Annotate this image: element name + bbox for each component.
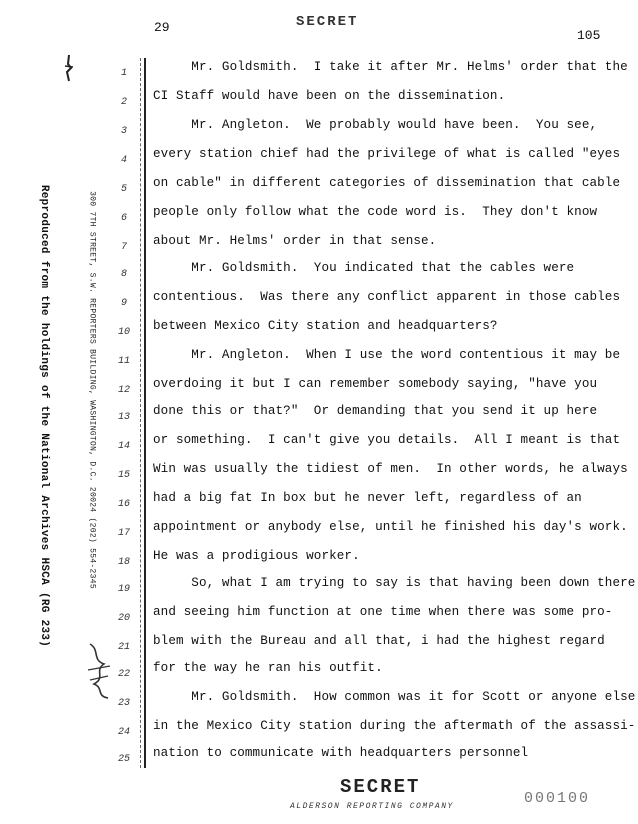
transcript-line: Mr. Goldsmith. I take it after Mr. Helms' order that the [153,60,628,74]
line-number: 16 [117,499,130,510]
line-number: 25 [117,754,130,765]
line-number: 15 [117,470,130,481]
transcript-line: about Mr. Helms' order in that sense. [153,234,437,248]
transcript-line: So, what I am trying to say is that having been down there [153,576,636,590]
transcript-line: blem with the Bureau and all that, i had the highest regard [153,634,605,648]
line-number: 1 [120,68,127,79]
line-number: 24 [117,727,130,738]
document-number: 000100 [524,790,591,807]
line-number: 4 [120,155,127,166]
transcript-line: He was a prodigious worker. [153,549,360,563]
line-number: 6 [120,213,127,224]
line-number: 23 [117,698,130,709]
line-number: 18 [117,557,130,568]
transcript-line: Mr. Goldsmith. You indicated that the cables were [153,261,575,275]
margin-mark-icon [62,54,76,82]
line-number: 12 [117,385,130,396]
line-number: 22 [117,669,130,680]
line-number: 3 [120,126,127,137]
line-number: 5 [120,184,127,195]
line-number: 2 [120,97,127,108]
transcript-line: CI Staff would have been on the dissemination. [153,89,506,103]
line-number: 14 [117,441,130,452]
line-number: 7 [120,242,127,253]
line-number: 9 [120,298,127,309]
transcript-line: for the way he ran his outfit. [153,661,383,675]
transcript-line: between Mexico City station and headquarters? [153,319,498,333]
transcript-line: on cable" in different categories of dissemination that cable [153,176,621,190]
margin-rule-dashed [140,58,141,768]
transcript-line: contentious. Was there any conflict apparent in those cables [153,290,621,304]
line-number: 13 [117,412,130,423]
line-number: 17 [117,528,130,539]
line-number: 11 [117,356,130,367]
reporter-address: 300 7TH STREET, S.W. REPORTERS BUILDING, WASHINGTON, D.C. 20024 (202) 554-2345 [87,191,97,589]
margin-rule [144,58,146,768]
transcript-line: Mr. Angleton. We probably would have been. You see, [153,118,598,132]
line-number: 19 [117,584,130,595]
line-number: 20 [117,613,130,624]
transcript-line: in the Mexico City station during the aftermath of the assassi- [153,719,636,733]
top-secret-stamp: SECRET [296,14,359,30]
transcript-line: Mr. Goldsmith. How common was it for Scott or anyone else [153,690,636,704]
transcript-line: Win was usually the tidiest of men. In other words, he always [153,462,628,476]
footer-secret-stamp: SECRET [340,776,421,798]
line-number: 8 [120,269,127,280]
transcript-line: overdoing it but I can remember somebody saying, "have you [153,377,598,391]
handwritten-initials-icon [86,640,112,700]
transcript-line: appointment or anybody else, until he finished his day's work. [153,520,628,534]
transcript-line: nation to communicate with headquarters personnel [153,746,529,760]
page-number-right: 105 [577,28,601,43]
page-number-left: 29 [154,20,170,35]
transcript-line: had a big fat In box but he never left, regardless of an [153,491,582,505]
transcript-line: people only follow what the code word is. They don't know [153,205,598,219]
line-number: 10 [117,327,130,338]
archive-reproduction-notice: Reproduced from the holdings of the National Archives HSCA (RG 233) [38,184,50,648]
transcript-line: done this or that?" Or demanding that you send it up here [153,404,598,418]
transcript-line: and seeing him function at one time when there was some pro- [153,605,613,619]
reporting-company-name: ALDERSON REPORTING COMPANY [290,802,454,811]
transcript-line: Mr. Angleton. When I use the word contentious it may be [153,348,621,362]
transcript-line: every station chief had the privilege of what is called "eyes [153,147,621,161]
transcript-line: or something. I can't give you details. All I meant is that [153,433,621,447]
line-number: 21 [117,642,130,653]
